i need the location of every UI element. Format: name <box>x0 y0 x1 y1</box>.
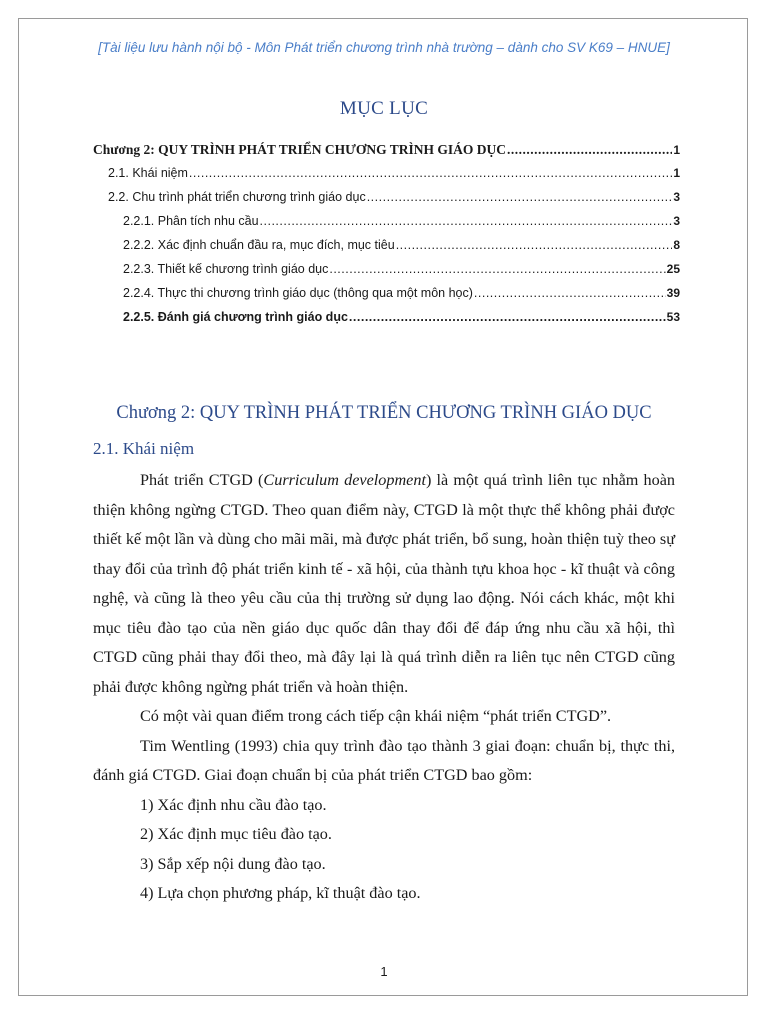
header-note: [Tài liệu lưu hành nội bộ - Môn Phát triển chương trình nhà trường – dành cho SV K69 – HNUE] <box>98 40 670 55</box>
toc-leader-dots <box>507 142 672 158</box>
toc-page-number: 3 <box>673 214 680 228</box>
toc-leader-dots <box>329 262 665 276</box>
list-item: 3) Sắp xếp nội dung đào tạo. <box>140 854 326 873</box>
paragraph: Tim Wentling (1993) chia quy trình đào tạo thành 3 giai đoạn: chuẩn bị, thực thi, đánh giá CTGD. Giai đoạn chuẩn bị của phát triển CTGD bao gồm: <box>93 736 675 784</box>
toc-page-number: 3 <box>673 190 680 204</box>
toc-entry-2-2-4[interactable] <box>123 286 680 300</box>
toc-entry-2-2-5[interactable] <box>123 310 680 324</box>
toc-page-number: 1 <box>673 166 680 180</box>
toc-leader-dots <box>474 286 666 300</box>
toc-entry-2-2[interactable] <box>108 190 680 204</box>
paragraph: Có một vài quan điểm trong cách tiếp cận khái niệm “phát triển CTGD”. <box>140 707 612 725</box>
toc-page-number: 53 <box>666 310 680 324</box>
list-item: 2) Xác định mục tiêu đào tạo. <box>140 825 332 843</box>
toc-title: MỤC LỤC <box>339 98 429 119</box>
list-item: 4) Lựa chọn phương pháp, kĩ thuật đào tạo. <box>140 884 421 902</box>
section-heading: 2.1. Khái niệm <box>93 439 195 458</box>
toc-entry-text: Chương 2: QUY TRÌNH PHÁT TRIỂN CHƯƠNG TRÌNH GIÁO DỤC <box>93 142 507 157</box>
page-number: 1 <box>380 964 388 979</box>
list-item: 1) Xác định nhu cầu đào tạo. <box>140 795 327 814</box>
toc-entry-2-2-1[interactable] <box>123 214 680 228</box>
paragraph-text: Phát triển CTGD ( <box>140 471 264 489</box>
toc-entry-text: 2.2.4. Thực thi chương trình giáo dục (thông qua một môn học) <box>123 286 473 300</box>
toc-entry-2-2-3[interactable] <box>123 262 680 276</box>
paragraph <box>93 466 675 702</box>
toc-entry-text: 2.2.5. Đánh giá chương trình giáo dục <box>123 310 348 324</box>
chapter-heading: Chương 2: QUY TRÌNH PHÁT TRIỂN CHƯƠNG TRÌNH GIÁO DỤC <box>116 403 652 423</box>
toc-entry-chapter-2[interactable] <box>93 142 680 158</box>
toc-entry-2-1[interactable] <box>108 166 680 180</box>
toc-entry-text: 2.2.1. Phân tích nhu cầu <box>123 214 259 228</box>
toc-leader-dots <box>396 238 673 252</box>
toc-page-number: 8 <box>673 238 680 252</box>
paragraph-italic-term: Curriculum development <box>263 471 426 489</box>
toc-leader-dots <box>349 310 666 324</box>
toc-leader-dots <box>189 166 672 180</box>
toc-page-number: 25 <box>666 262 680 276</box>
toc-entry-text: 2.2.3. Thiết kế chương trình giáo dục <box>123 262 329 276</box>
toc-leader-dots <box>260 214 673 228</box>
toc-entry-2-2-2[interactable] <box>123 238 680 252</box>
toc-entry-text: 2.1. Khái niệm <box>108 166 188 180</box>
paragraph-text: ) là một quá trình liên tục nhằm hoàn thiện không ngừng CTGD. Theo quan điểm này, CTGD là một thực thể không phải được thiết kế một lần và dùng cho mãi mãi, mà được phát triển, bổ sung, hoàn thiện tuỳ theo sự thay đổi của trình độ phát triển kinh tế - xã hội, của thành tựu khoa học - kĩ thuật và công nghệ, và cũng là theo yêu cầu của thị trường sử dụng lao động. Nói cách khác, một khi mục tiêu đào tạo của nền giáo dục quốc dân thay đổi để đáp ứng nhu cầu xã hội, thì CTGD cũng phải thay đổi theo, mà đây lại là quá trình diễn ra liên tục nên CTGD cũng phải được không ngừng phát triển và hoàn thiện. <box>93 471 675 696</box>
body-text <box>93 466 675 909</box>
toc-leader-dots <box>367 190 673 204</box>
toc-page-number: 1 <box>673 143 680 157</box>
toc-entry-text: 2.2.2. Xác định chuẩn đầu ra, mục đích, mục tiêu <box>123 238 395 252</box>
toc-entry-text: 2.2. Chu trình phát triển chương trình giáo dục <box>108 190 366 204</box>
toc-page-number: 39 <box>666 286 680 300</box>
